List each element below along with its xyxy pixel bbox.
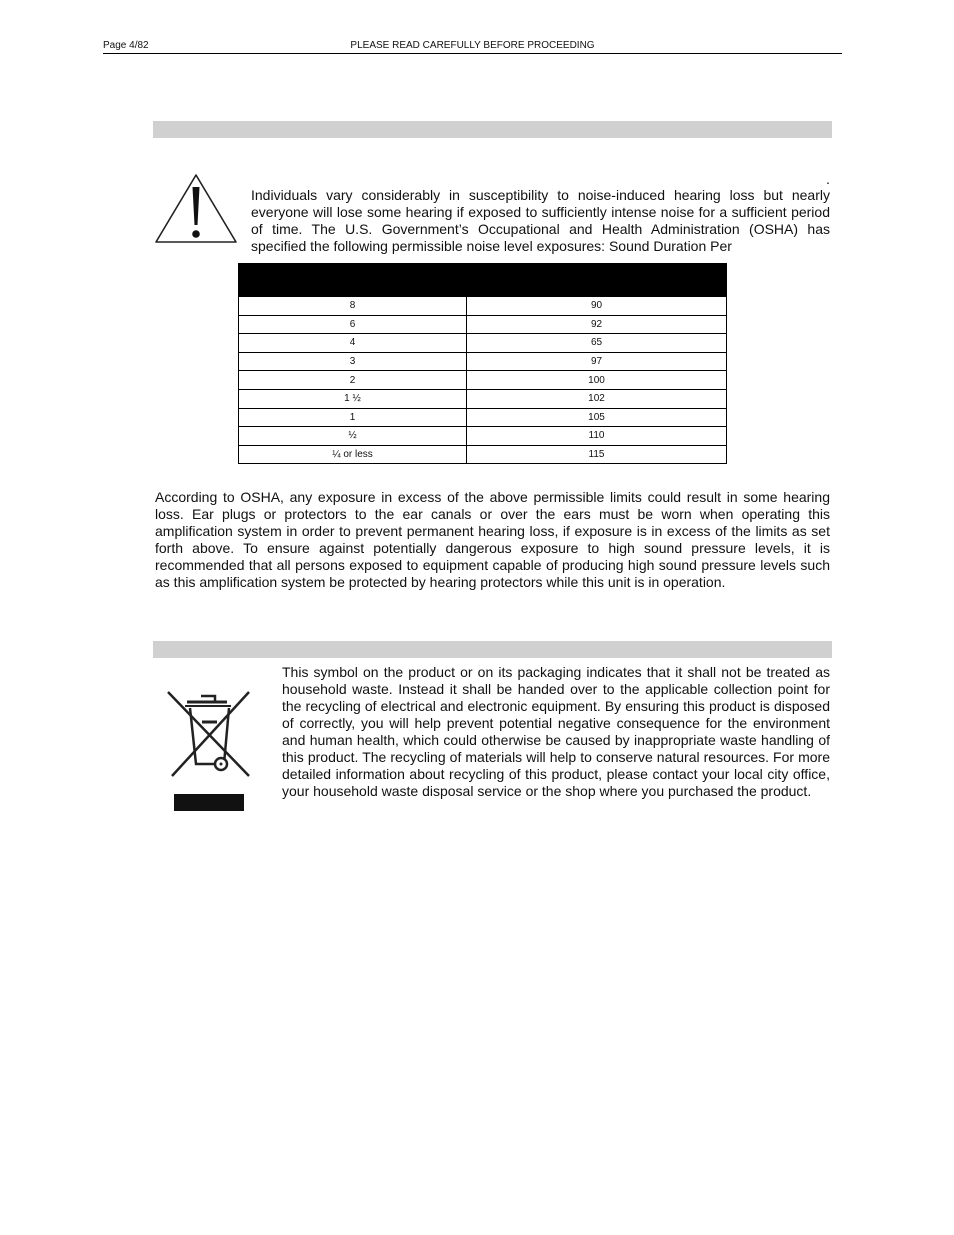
osha-paragraph: According to OSHA, any exposure in excess of the above permissible limits could result in some hearing loss. Ear plugs or protectors to the ear canals or over the ears must be worn when operating this amplification system in order to prevent permanent hearing loss, if exposure is in excess of the limits as set forth above. To ensure against potentially dangerous exposure to high sound pressure levels, it is recommended that all persons exposed to equipment capable of producing high sound pressure levels such as this amplification system be protected by hearing protectors while this unit is in operation. [155, 489, 830, 590]
table-row [239, 389, 727, 408]
level-cell: 100 [467, 371, 727, 390]
level-cell: 65 [467, 334, 727, 353]
table-row [239, 371, 727, 390]
duration-cell: ¼ or less [239, 445, 467, 464]
duration-cell: 8 [239, 297, 467, 316]
table-row [239, 445, 727, 464]
level-cell: 90 [467, 297, 727, 316]
level-cell: 110 [467, 427, 727, 446]
table-header-row [239, 264, 727, 297]
table-row [239, 334, 727, 353]
noise-exposure-table [238, 263, 727, 464]
duration-cell: 1 ½ [239, 389, 467, 408]
duration-cell: 1 [239, 408, 467, 427]
table-row [239, 427, 727, 446]
level-cell: 105 [467, 408, 727, 427]
table-row [239, 408, 727, 427]
table-row [239, 352, 727, 371]
header-title: PLEASE READ CAREFULLY BEFORE PROCEEDING [350, 40, 595, 51]
level-cell: 102 [467, 389, 727, 408]
table-header-cell [239, 264, 467, 297]
duration-cell: 3 [239, 352, 467, 371]
table-header-cell [467, 264, 727, 297]
warning-triangle-icon [153, 172, 239, 246]
page-header [103, 40, 842, 54]
section-heading-bar-noise [153, 121, 832, 138]
crossed-out-wheelie-bin-icon [163, 686, 255, 814]
duration-cell: 4 [239, 334, 467, 353]
level-cell: 115 [467, 445, 727, 464]
noise-intro-paragraph: Individuals vary considerably in susceptibility to noise-induced hearing loss but nearly everyone will lose some hearing if exposed to sufficiently intense noise for a sufficient period of time. The U.S. Government’s Occupational and Health Administration (OSHA) has specified the following permissible noise level exposures: Sound Duration Per [251, 187, 830, 254]
level-cell: 92 [467, 315, 727, 334]
stray-period: . [826, 171, 830, 187]
page-number: Page 4/82 [103, 40, 149, 51]
section-heading-bar-weee [153, 641, 832, 658]
duration-cell: 2 [239, 371, 467, 390]
duration-cell: 6 [239, 315, 467, 334]
weee-paragraph: This symbol on the product or on its packaging indicates that it shall not be treated as household waste. Instead it shall be handed over to the applicable collection point for the recycling of electrical and electronic equipment. By ensuring this product is disposed of correctly, you will help prevent potential negative consequence for the environment and human health, which could otherwise be caused by inappropriate waste handling of this product. The recycling of materials will help to conserve natural resources. For more detailed information about recycling of this product, please contact your local city office, your household waste disposal service or the shop where you purchased the product. [282, 664, 830, 799]
table-row [239, 297, 727, 316]
table-row [239, 315, 727, 334]
duration-cell: ½ [239, 427, 467, 446]
level-cell: 97 [467, 352, 727, 371]
